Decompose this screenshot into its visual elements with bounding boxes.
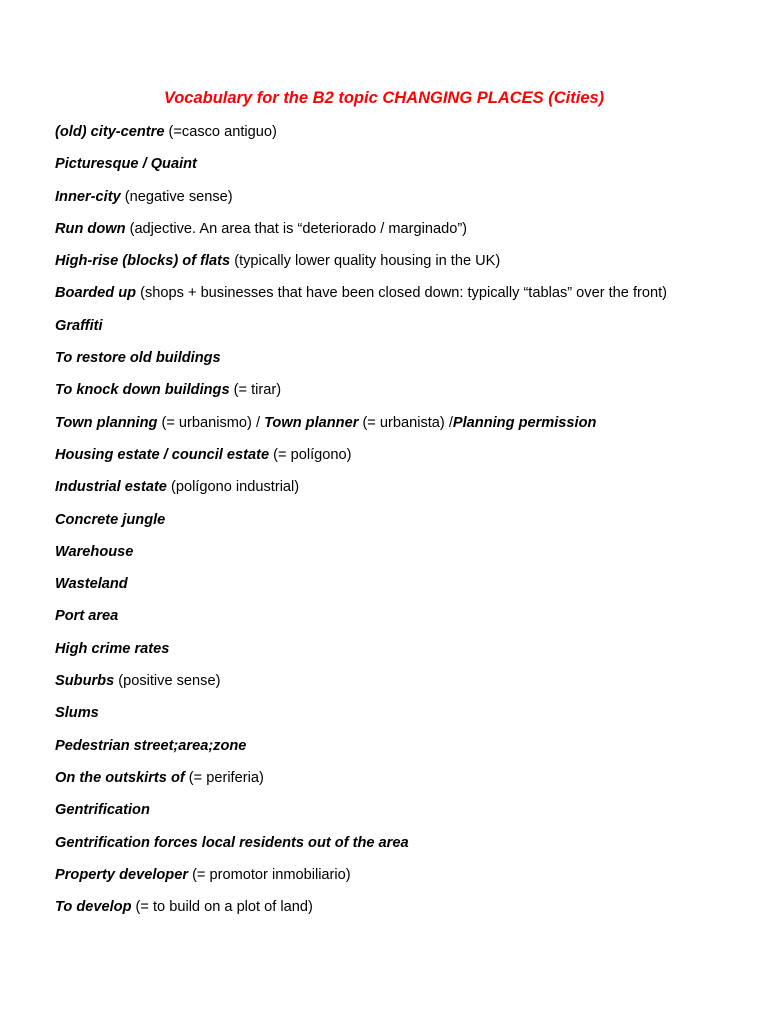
vocabulary-entry (55, 476, 760, 508)
vocabulary-term: Suburbs (55, 673, 115, 690)
vocabulary-entry (55, 218, 760, 250)
vocabulary-entry (55, 670, 760, 702)
vocabulary-entry (55, 767, 760, 799)
vocabulary-term: To knock down buildings (55, 382, 230, 399)
vocabulary-note: (= to build on a plot of land) (131, 899, 313, 916)
vocabulary-term: Wasteland (55, 576, 128, 593)
vocabulary-entry (55, 282, 760, 314)
vocabulary-term: (old) city-centre (55, 124, 165, 140)
vocabulary-entry (55, 638, 760, 670)
document-title: Vocabulary for the B2 topic CHANGING PLACES (Cities) (163, 89, 605, 107)
vocabulary-note: (=casco antiguo) (164, 124, 277, 140)
vocabulary-term: Boarded up (55, 285, 137, 302)
vocabulary-term: High-rise (blocks) of flats (55, 253, 231, 270)
vocabulary-entry (55, 541, 760, 573)
vocabulary-term: Planning permission (452, 414, 597, 431)
vocabulary-entry (55, 379, 760, 411)
vocabulary-entry (55, 444, 760, 476)
vocabulary-term: Picturesque / Quaint (55, 156, 197, 173)
vocabulary-term: To develop (55, 899, 132, 916)
vocabulary-entry (55, 799, 760, 831)
vocabulary-term: Industrial estate (55, 479, 167, 496)
vocabulary-term: Run down (55, 220, 126, 237)
vocabulary-term: Property developer (55, 866, 189, 883)
vocabulary-note: (negative sense) (120, 188, 233, 205)
vocabulary-note: (= polígono) (269, 446, 352, 463)
vocabulary-entry (55, 315, 760, 347)
vocabulary-entry (55, 347, 760, 379)
vocabulary-note: (= promotor inmobiliario) (188, 866, 351, 883)
vocabulary-term: Town planner (264, 414, 359, 431)
vocabulary-note: (= urbanista) / (358, 414, 453, 431)
vocabulary-term: Port area (55, 608, 119, 625)
vocabulary-entry (55, 412, 760, 444)
vocabulary-term: Warehouse (55, 543, 134, 560)
vocabulary-term: Housing estate / council estate (55, 446, 270, 463)
vocabulary-note: (polígono industrial) (166, 479, 300, 496)
vocabulary-entry (55, 864, 760, 896)
vocabulary-entry (55, 735, 760, 767)
vocabulary-term: Pedestrian street;area;zone (55, 737, 247, 754)
vocabulary-entry (55, 153, 760, 185)
vocabulary-entry (55, 605, 760, 637)
vocabulary-note: (shops + businesses that have been closed down: typically “tablas” over the front) (136, 285, 668, 302)
vocabulary-entry (55, 509, 760, 541)
vocabulary-entry (55, 573, 760, 605)
vocabulary-note: (= urbanismo) / (157, 414, 265, 431)
vocabulary-term: On the outskirts of (55, 769, 185, 786)
vocabulary-list (55, 121, 760, 928)
vocabulary-note: (positive sense) (114, 673, 221, 690)
vocabulary-note: (typically lower quality housing in the UK) (230, 253, 501, 270)
vocabulary-term: To restore old buildings (55, 350, 221, 367)
vocabulary-term: High crime rates (55, 640, 170, 657)
vocabulary-term: Slums (55, 705, 99, 722)
vocabulary-note: (= tirar) (229, 382, 282, 399)
vocabulary-term: Gentrification (55, 802, 150, 819)
vocabulary-term: Graffiti (55, 317, 103, 334)
vocabulary-term: Town planning (55, 414, 158, 431)
vocabulary-entry (55, 702, 760, 734)
vocabulary-entry (55, 186, 760, 218)
vocabulary-term: Gentrification forces local residents out of the area (55, 834, 409, 851)
vocabulary-note: (adjective. An area that is “deteriorado / marginado”) (125, 220, 468, 237)
vocabulary-term: Concrete jungle (55, 511, 166, 528)
vocabulary-entry (55, 250, 760, 282)
vocabulary-entry (55, 121, 760, 153)
vocabulary-entry (55, 896, 760, 928)
vocabulary-term: Inner-city (55, 188, 121, 205)
vocabulary-entry (55, 832, 760, 864)
vocabulary-note: (= periferia) (184, 769, 264, 786)
